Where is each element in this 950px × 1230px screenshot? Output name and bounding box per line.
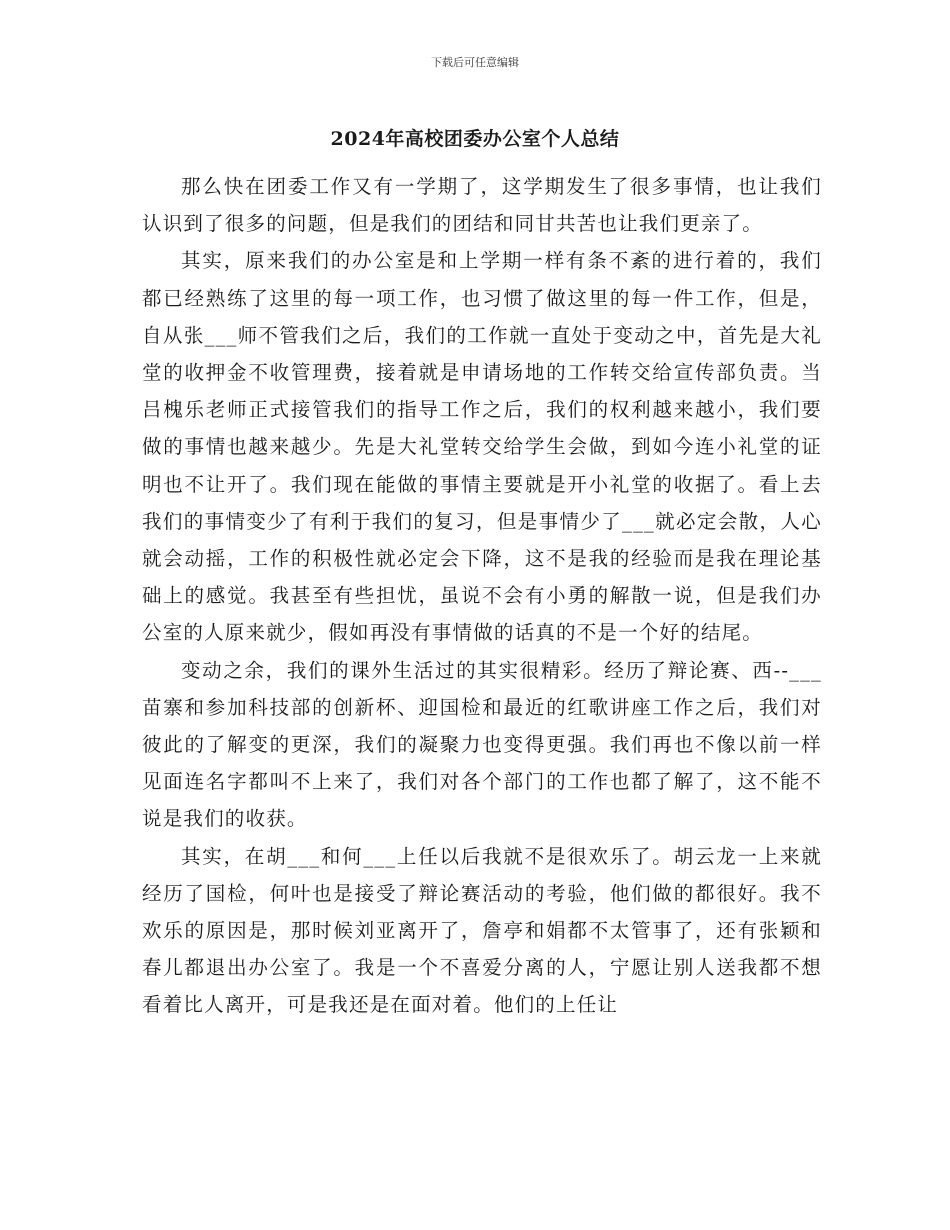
paragraph-1: 那么快在团委工作又有一学期了，这学期发生了很多事情，也让我们认识到了很多的问题，但是我们的团结和同甘共苦也让我们更亲了。 bbox=[142, 175, 822, 236]
document-title: 2024年高校团委办公室个人总结 bbox=[330, 128, 620, 150]
document-body bbox=[142, 168, 822, 1024]
header-note: 下载后可任意编辑 bbox=[431, 56, 519, 69]
paragraph-4: 其实，在胡___和何___上任以后我就不是很欢乐了。胡云龙一上来就经历了国检，何叶也是接受了辩论赛活动的考验，他们做的都很好。我不欢乐的原因是，那时候刘亚离开了，詹亭和娟都不太管事了，还有张颖和春儿都退出办公室了。我是一个不喜爱分离的人，宁愿让别人送我都不想看着比人离开，可是我还是在面对着。他们的上任让 bbox=[142, 844, 822, 1017]
paragraph-2: 其实，原来我们的办公室是和上学期一样有条不紊的进行着的，我们都已经熟练了这里的每一项工作，也习惯了做这里的每一件工作，但是，自从张___师不管我们之后，我们的工作就一直处于变动之中，首先是大礼堂的收押金不收管理费，接着就是申请场地的工作转交给宣传部负责。当吕槐乐老师正式接管我们的指导工作之后，我们的权利越来越小，我们要做的事情也越来越少。先是大礼堂转交给学生会做，到如今连小礼堂的证明也不让开了。我们现在能做的事情主要就是开小礼堂的收据了。看上去我们的事情变少了有利于我们的复习，但是事情少了___就必定会散，人心就会动摇，工作的积极性就必定会下降，这不是我的经验而是我在理论基础上的感觉。我甚至有些担忧，虽说不会有小勇的解散一说，但是我们办公室的人原来就少，假如再没有事情做的话真的不是一个好的结尾。 bbox=[142, 249, 822, 645]
paragraph-3: 变动之余，我们的课外生活过的其实很精彩。经历了辩论赛、西--___苗寨和参加科技部的创新杯、迎国检和最近的红歌讲座工作之后，我们对彼此的了解变的更深，我们的凝聚力也变得更强。我们再也不像以前一样见面连名字都叫不上来了，我们对各个部门的工作也都了解了，这不能不说是我们的收获。 bbox=[142, 658, 822, 831]
